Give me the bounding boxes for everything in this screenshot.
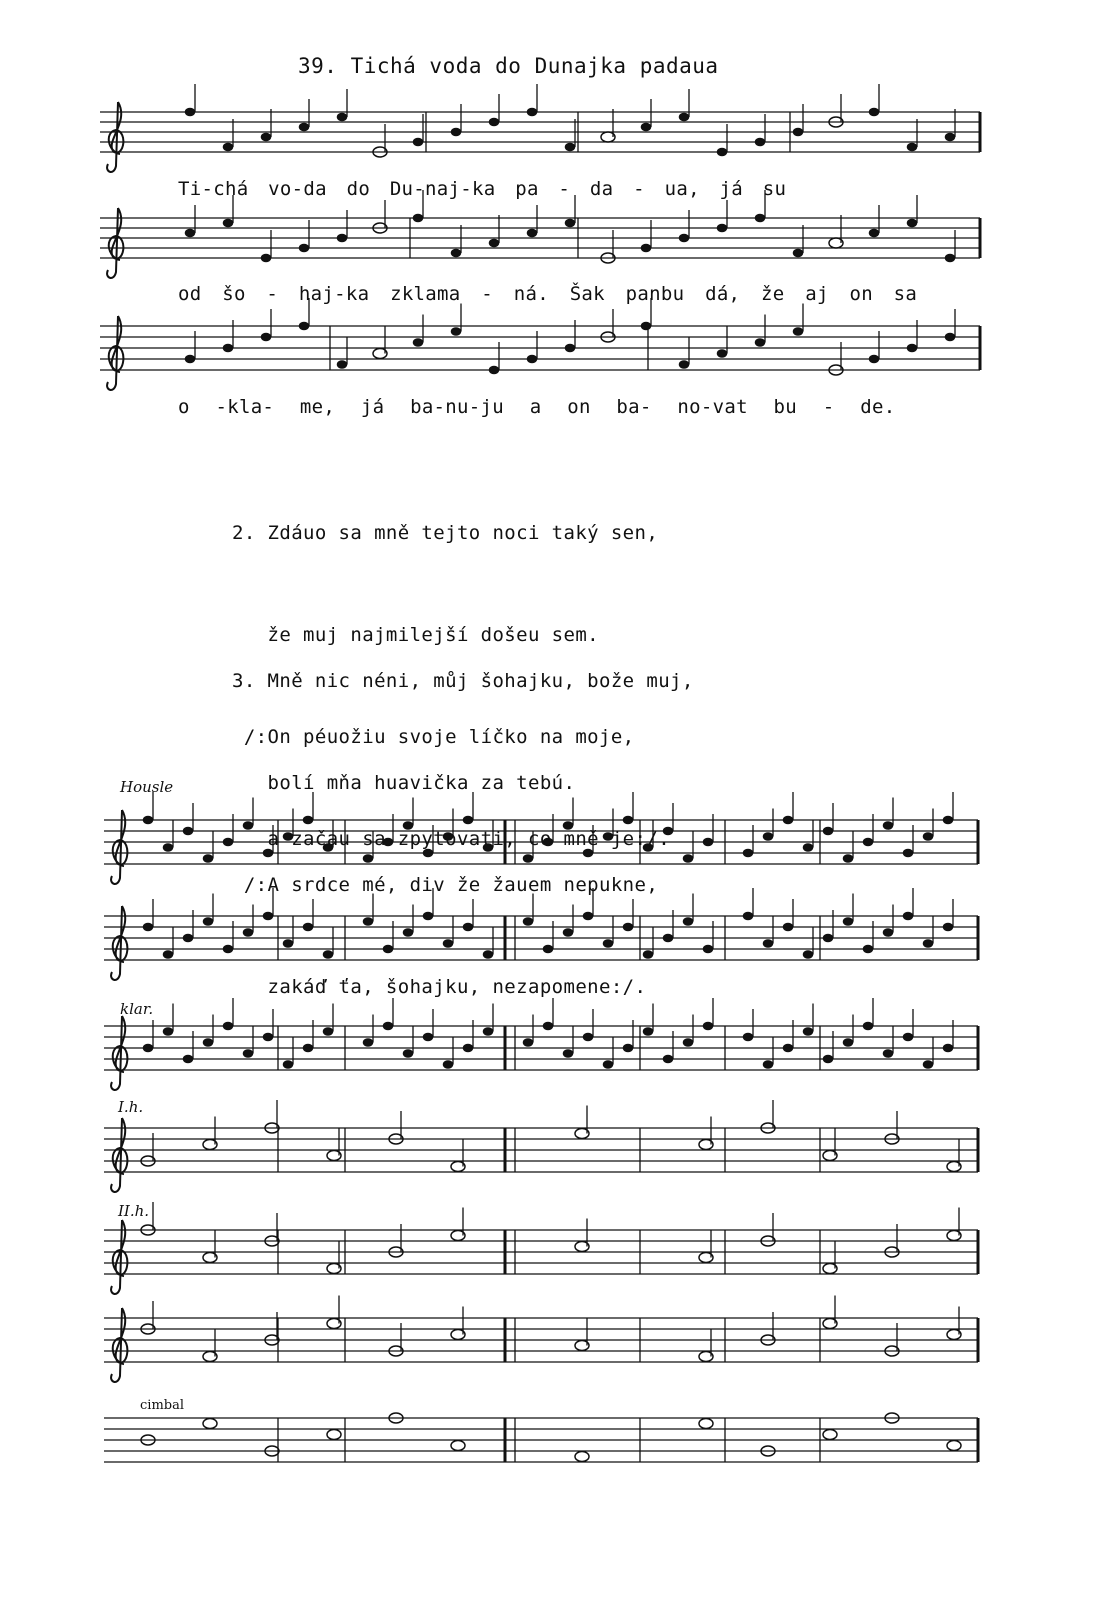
note xyxy=(224,220,233,227)
note xyxy=(824,1056,833,1063)
note xyxy=(664,1056,673,1063)
note xyxy=(946,334,955,341)
note xyxy=(566,345,575,352)
note xyxy=(794,250,803,257)
note xyxy=(144,817,153,824)
note xyxy=(528,109,537,116)
note xyxy=(924,1061,933,1068)
lyrics-line-1: Ti-chá vo-da do Du-naj-ka pa - da - ua, já su xyxy=(178,178,787,200)
note xyxy=(924,940,933,947)
instrument-label-housle: Housle xyxy=(120,778,174,796)
note xyxy=(864,946,873,953)
note xyxy=(144,1045,153,1052)
note xyxy=(528,230,537,237)
treble-clef-icon xyxy=(111,906,127,980)
note xyxy=(756,139,765,146)
note xyxy=(764,833,773,840)
note xyxy=(680,235,689,242)
note xyxy=(804,1028,813,1035)
note xyxy=(144,924,153,931)
note xyxy=(794,129,803,136)
bass-staff xyxy=(104,1318,978,1362)
note xyxy=(764,1061,773,1068)
note xyxy=(184,828,193,835)
note xyxy=(452,129,461,136)
verse-line: /:A srdce mé, div že žauem nepukne, xyxy=(232,874,659,896)
lyrics-line-3: o -kla- me, já ba-nu-ju a on ba- no-vat bu - de. xyxy=(178,396,896,418)
note xyxy=(718,350,727,357)
note xyxy=(824,935,833,942)
note xyxy=(946,134,955,141)
note xyxy=(704,839,713,846)
note xyxy=(566,220,575,227)
note xyxy=(744,913,753,920)
note xyxy=(224,144,233,151)
song-title: 39. Tichá voda do Dunajka padaua xyxy=(298,54,719,78)
treble-clef-icon xyxy=(111,1016,127,1090)
note xyxy=(490,240,499,247)
verse-line: že muj najmilejší došeu sem. xyxy=(232,624,600,646)
note xyxy=(528,356,537,363)
note xyxy=(908,220,917,227)
note xyxy=(884,822,893,829)
note xyxy=(444,1061,453,1068)
note xyxy=(204,918,213,925)
note xyxy=(904,850,913,857)
note xyxy=(262,134,271,141)
note xyxy=(244,1050,253,1057)
note xyxy=(844,1039,853,1046)
horn-1-staff xyxy=(104,1128,978,1172)
note xyxy=(784,924,793,931)
note xyxy=(164,844,173,851)
note xyxy=(718,149,727,156)
note xyxy=(864,1023,873,1030)
note xyxy=(870,356,879,363)
note xyxy=(304,1045,313,1052)
note xyxy=(203,1419,217,1429)
note xyxy=(404,1050,413,1057)
instrument-label-klar: klar. xyxy=(120,1000,154,1018)
note xyxy=(186,356,195,363)
note xyxy=(566,144,575,151)
note xyxy=(744,1034,753,1041)
note xyxy=(944,924,953,931)
horn-2-staff xyxy=(104,1230,978,1274)
note xyxy=(186,109,195,116)
note xyxy=(744,850,753,857)
note xyxy=(804,844,813,851)
note xyxy=(884,929,893,936)
note xyxy=(756,215,765,222)
note xyxy=(756,339,765,346)
note xyxy=(680,361,689,368)
note xyxy=(300,245,309,252)
note xyxy=(794,328,803,335)
note xyxy=(718,225,727,232)
note xyxy=(300,323,309,330)
note xyxy=(844,918,853,925)
note xyxy=(642,245,651,252)
note xyxy=(864,839,873,846)
note xyxy=(338,235,347,242)
instrument-label-horn1: I.h. xyxy=(118,1098,144,1116)
note xyxy=(870,230,879,237)
note xyxy=(764,940,773,947)
note xyxy=(164,1028,173,1035)
note xyxy=(564,1050,573,1057)
note xyxy=(870,109,879,116)
verse-line: 3. Mně nic néni, můj šohajku, bože muj, xyxy=(232,670,694,692)
note xyxy=(823,1430,837,1440)
note xyxy=(364,1039,373,1046)
note xyxy=(164,951,173,958)
note xyxy=(904,1034,913,1041)
note xyxy=(262,334,271,341)
note xyxy=(946,255,955,262)
note xyxy=(908,144,917,151)
note xyxy=(184,935,193,942)
note xyxy=(414,139,423,146)
note xyxy=(884,1050,893,1057)
note xyxy=(624,1045,633,1052)
note xyxy=(704,946,713,953)
treble-clef-icon xyxy=(107,316,123,390)
note xyxy=(414,339,423,346)
note xyxy=(944,1045,953,1052)
note xyxy=(284,1061,293,1068)
note xyxy=(947,1441,961,1451)
note xyxy=(327,1430,341,1440)
treble-clef-icon xyxy=(111,1118,127,1192)
treble-clef-icon xyxy=(111,1308,127,1382)
note xyxy=(904,913,913,920)
note xyxy=(184,1056,193,1063)
verse-3 xyxy=(232,596,694,1038)
note xyxy=(944,817,953,824)
note xyxy=(490,367,499,374)
note xyxy=(186,230,195,237)
note xyxy=(204,1039,213,1046)
note xyxy=(204,855,213,862)
note xyxy=(642,124,651,131)
verse-line: 2. Zdáuo sa mně tejto noci taký sen, xyxy=(232,522,659,544)
note xyxy=(642,323,651,330)
note xyxy=(414,215,423,222)
note xyxy=(575,1452,589,1462)
note xyxy=(784,1045,793,1052)
note xyxy=(804,951,813,958)
note xyxy=(451,1441,465,1451)
verse-line: bolí mňa huavička za tebú. xyxy=(232,772,576,794)
note xyxy=(262,255,271,262)
note xyxy=(338,361,347,368)
treble-clef-icon xyxy=(111,810,127,884)
note xyxy=(464,1045,473,1052)
note xyxy=(604,1061,613,1068)
note xyxy=(490,119,499,126)
verse-line: zakáď ťa, šohajku, nezapomene:/. xyxy=(232,976,647,998)
instrument-label-cimbal: cimbal xyxy=(140,1398,184,1413)
treble-clef-icon xyxy=(111,1220,127,1294)
note xyxy=(704,1023,713,1030)
melody-staves xyxy=(100,84,980,390)
note xyxy=(338,114,347,121)
note xyxy=(844,855,853,862)
verse-line: a začau sa zpytovati, co mně je:/. xyxy=(232,828,671,850)
instrument-label-horn2: II.h. xyxy=(118,1202,150,1220)
note xyxy=(784,817,793,824)
cimbal-staff xyxy=(104,1418,978,1462)
note xyxy=(524,1039,533,1046)
note xyxy=(224,345,233,352)
note xyxy=(452,250,461,257)
lyrics-line-2: od šo - haj-ka zklama - ná. Šak panbu dá, že aj on sa xyxy=(178,283,918,305)
note xyxy=(908,345,917,352)
verse-line: /:On péuožiu svoje líčko na moje, xyxy=(232,726,635,748)
note xyxy=(680,114,689,121)
note xyxy=(684,1039,693,1046)
note xyxy=(824,828,833,835)
note xyxy=(300,124,309,131)
note xyxy=(699,1419,713,1429)
note xyxy=(924,833,933,840)
note xyxy=(452,328,461,335)
